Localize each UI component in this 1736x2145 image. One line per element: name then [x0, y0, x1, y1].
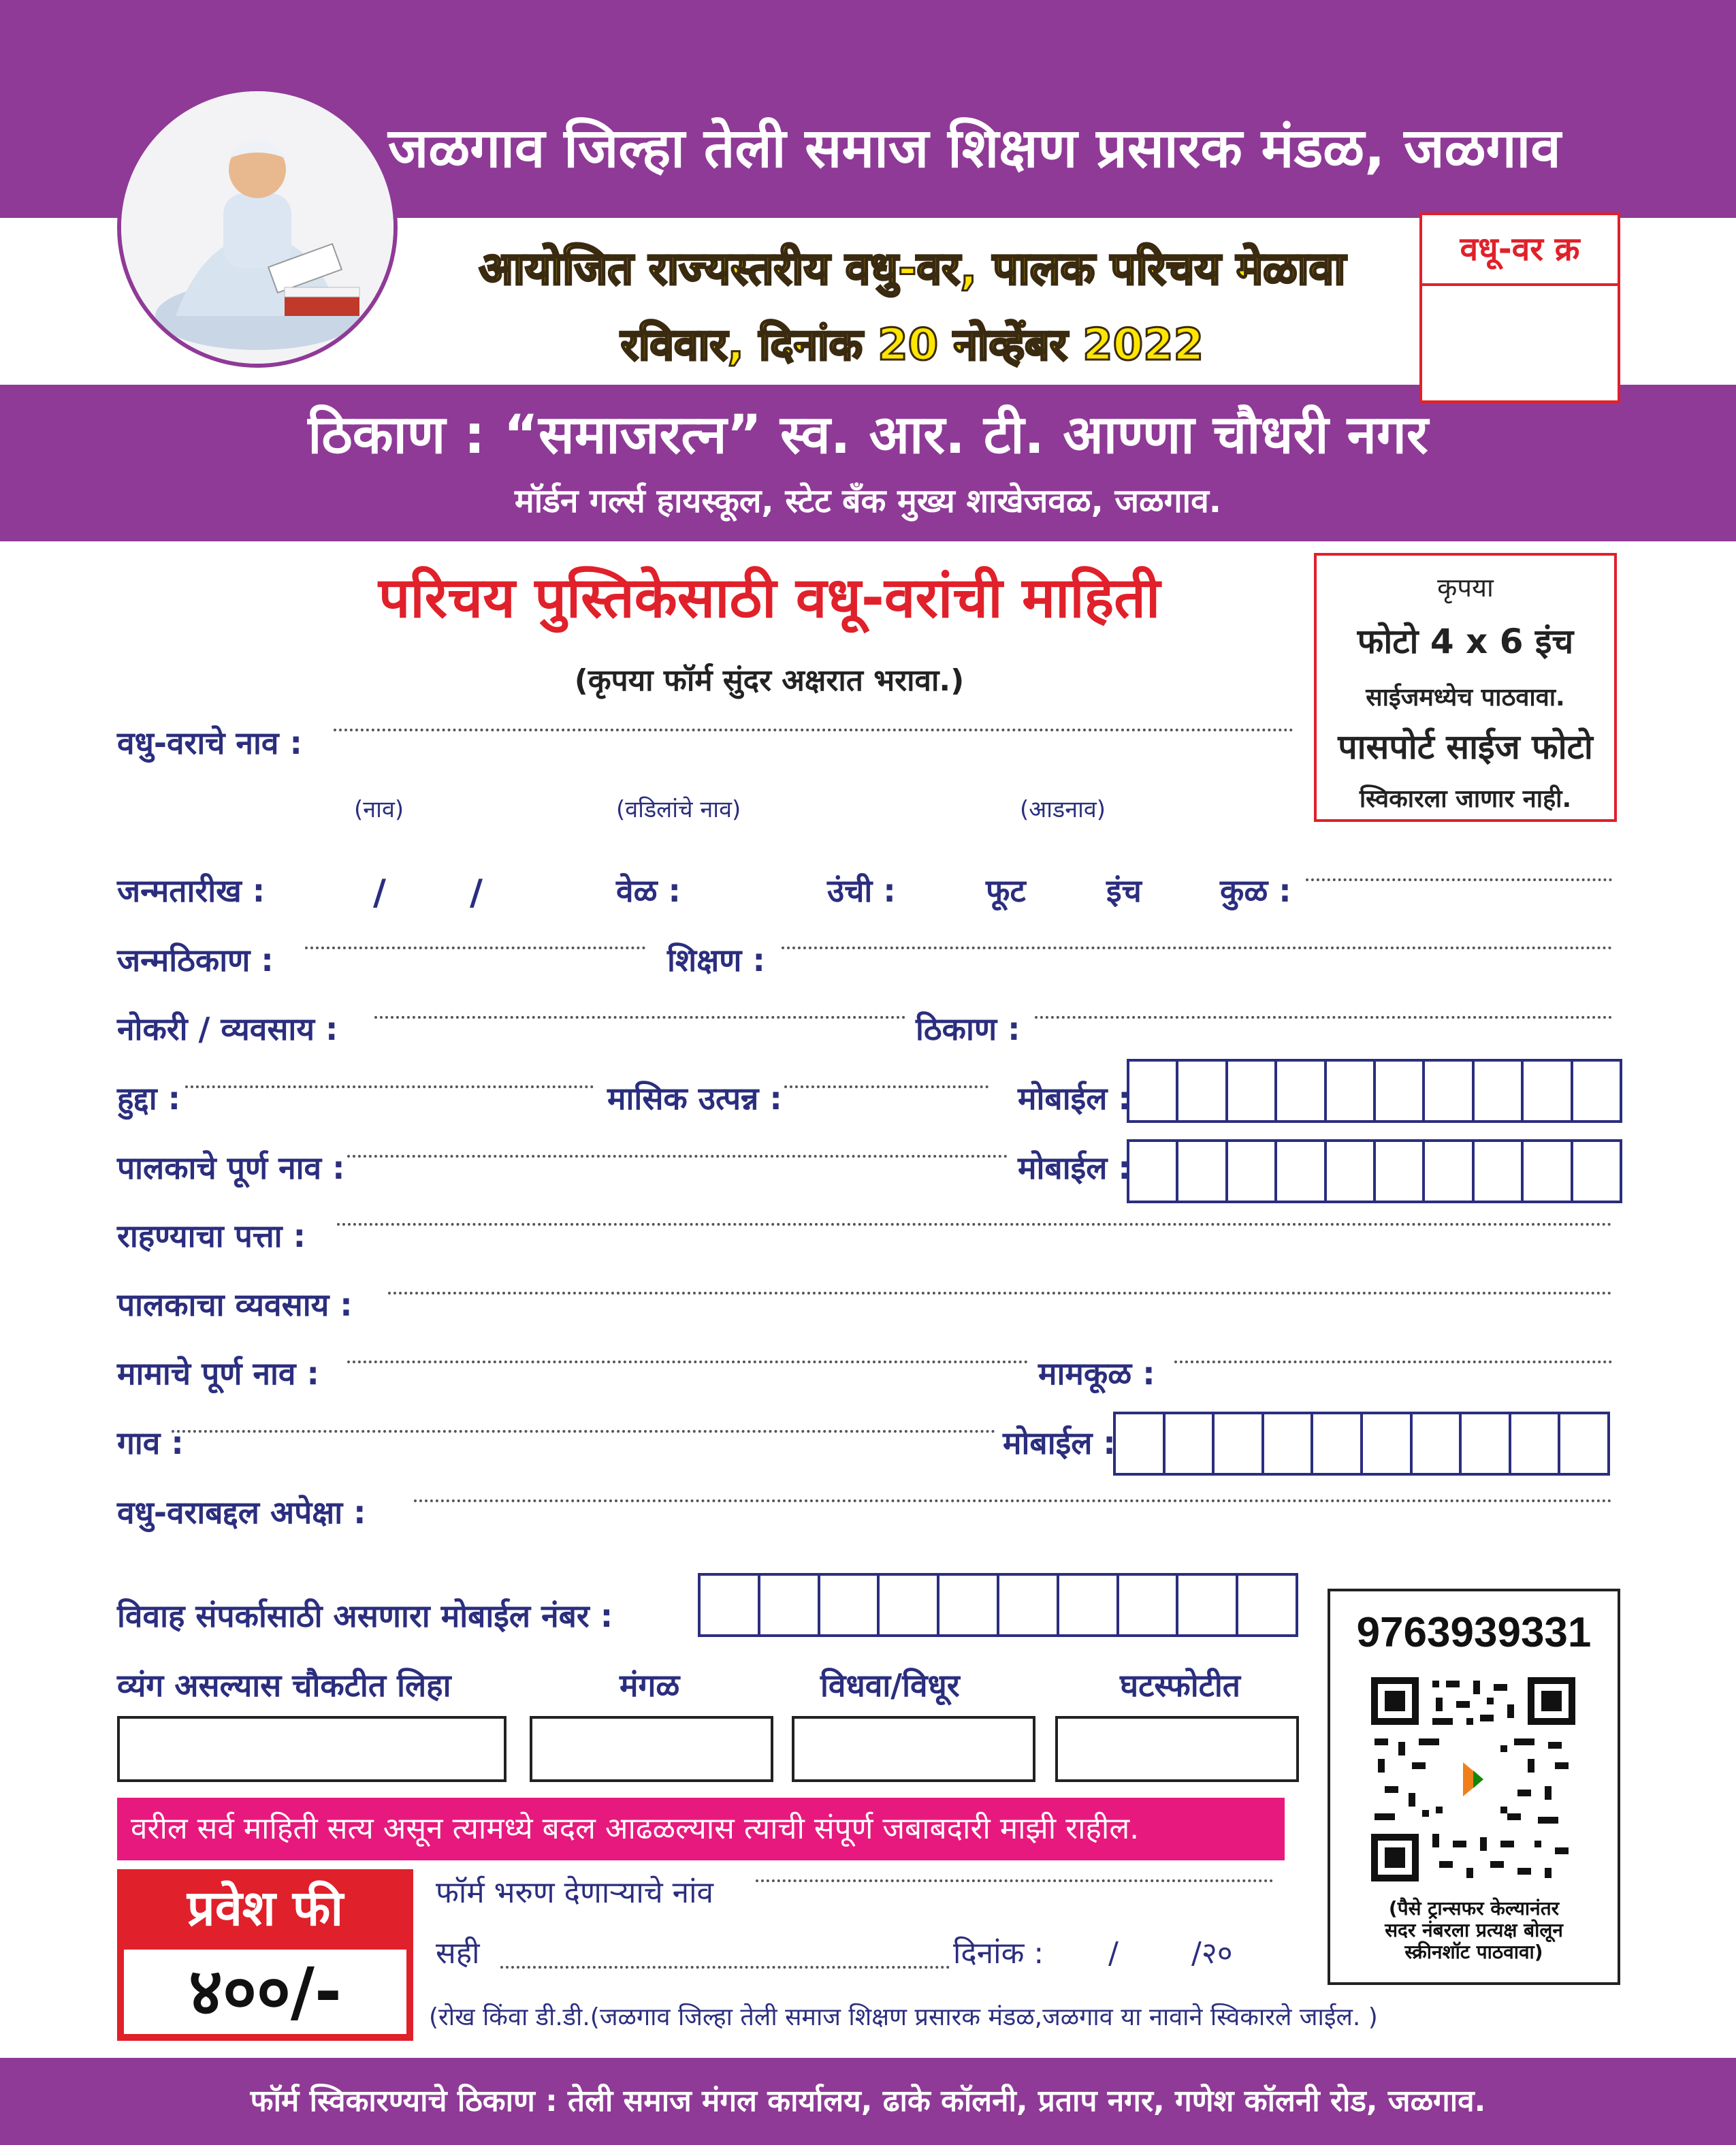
- expectation-field[interactable]: [414, 1499, 1612, 1502]
- digit-cell[interactable]: [1475, 1062, 1524, 1120]
- photo-note-line4: पासपोर्ट साईज फोटो: [1338, 727, 1593, 767]
- village-label: गाव :: [117, 1425, 184, 1461]
- digit-cell[interactable]: [1166, 1414, 1215, 1473]
- serial-number-box[interactable]: [1419, 212, 1620, 403]
- name-sub-surname: (आडनाव): [1020, 796, 1106, 823]
- venue-prefix: ठिकाण :: [308, 404, 504, 466]
- clan-field[interactable]: [1306, 878, 1612, 881]
- digit-cell[interactable]: [1413, 1414, 1462, 1473]
- contact-mobile-label: विवाह संपर्कासाठी असणारा मोबाईल नंबर :: [117, 1598, 613, 1634]
- digit-cell[interactable]: [1178, 1142, 1227, 1201]
- digit-cell[interactable]: [1327, 1062, 1376, 1120]
- digit-cell[interactable]: [1178, 1576, 1238, 1634]
- mobile-input-2[interactable]: [1127, 1139, 1622, 1203]
- digit-cell[interactable]: [760, 1576, 820, 1634]
- digit-cell[interactable]: [1425, 1062, 1474, 1120]
- job-field[interactable]: [374, 1016, 905, 1019]
- digit-cell[interactable]: [1475, 1142, 1524, 1201]
- payment-note: [1330, 1898, 1618, 1964]
- digit-cell[interactable]: [1376, 1142, 1425, 1201]
- digit-cell[interactable]: [1116, 1414, 1166, 1473]
- digit-cell[interactable]: [1363, 1414, 1413, 1473]
- name-field[interactable]: [334, 729, 1293, 731]
- expectation-label: वधु-वराबद्दल अपेक्षा :: [117, 1494, 366, 1531]
- digit-cell[interactable]: [1129, 1142, 1178, 1201]
- digit-cell[interactable]: [880, 1576, 939, 1634]
- uncle-clan-label: मामकूळ :: [1038, 1355, 1155, 1392]
- declaration-band: [117, 1798, 1285, 1860]
- digit-cell[interactable]: [701, 1576, 760, 1634]
- form-subtitle: (कृपया फॉर्म सुंदर अक्षरात भरावा.): [574, 663, 965, 698]
- disability-box[interactable]: [117, 1716, 507, 1782]
- date-slash: /: [1108, 1936, 1119, 1971]
- photo-note-line3: साईजमध्येच पाठवावा.: [1366, 684, 1565, 712]
- birthplace-label: जन्मठिकाण :: [117, 942, 274, 979]
- dob-slash-1: /: [373, 872, 386, 913]
- name-label: वधु-वराचे नाव :: [117, 725, 302, 761]
- digit-cell[interactable]: [1264, 1414, 1314, 1473]
- digit-cell[interactable]: [1178, 1062, 1227, 1120]
- digit-cell[interactable]: [1573, 1142, 1620, 1201]
- disability-label: व्यंग असल्यास चौकटीत लिहा: [117, 1667, 451, 1704]
- widow-box[interactable]: [792, 1716, 1035, 1782]
- footer-text: फॉर्म स्विकारण्याचे ठिकाण : तेली समाज मंगल कार्यालय, ढाके कॉलनी, प्रताप नगर, गणेश कॉलनी रोड, जळगाव.: [250, 2084, 1486, 2118]
- inch-label: इंच: [1106, 872, 1142, 909]
- venue-quoted: “समाजरत्न”: [503, 404, 762, 466]
- uncle-name-field[interactable]: [347, 1361, 1028, 1363]
- org-title: जळगाव जिल्हा तेली समाज शिक्षण प्रसारक मंडळ, जळगाव: [388, 116, 1561, 180]
- mobile-input-1[interactable]: [1127, 1059, 1622, 1123]
- name-sub-father: (वडिलांचे नाव): [616, 796, 741, 823]
- payment-note-line1: (पैसे ट्रान्सफर केल्यानंतर: [1388, 1897, 1560, 1920]
- digit-cell[interactable]: [820, 1576, 880, 1634]
- venue-subline: मॉर्डन गर्ल्स हायस्कूल, स्टेट बँक मुख्य शाखेजवळ, जळगाव.: [515, 482, 1221, 520]
- parent-name-label: पालकाचे पूर्ण नाव :: [117, 1149, 345, 1186]
- digit-cell[interactable]: [939, 1576, 999, 1634]
- birth-time-label: वेळ :: [616, 872, 681, 909]
- sign-label: सही: [436, 1936, 480, 1971]
- income-field[interactable]: [784, 1085, 988, 1088]
- entry-fee-label: प्रवेश फी: [187, 1879, 344, 1937]
- photo-instruction-box: [1314, 553, 1617, 822]
- digit-cell[interactable]: [1277, 1142, 1326, 1201]
- qr-code-icon: [1371, 1677, 1575, 1881]
- date-label: दिनांक :: [953, 1936, 1044, 1971]
- payment-note-line2: सदर नंबरला प्रत्यक्ष बोलून: [1385, 1919, 1563, 1942]
- filler-name-field[interactable]: [756, 1879, 1273, 1882]
- mobile-label-1: मोबाईल :: [1018, 1080, 1131, 1117]
- digit-cell[interactable]: [1277, 1062, 1326, 1120]
- digit-cell[interactable]: [1119, 1576, 1179, 1634]
- parent-job-label: पालकाचा व्यवसाय :: [117, 1286, 353, 1323]
- filler-name-label: फॉर्म भरुण देणाऱ्याचे नांव: [436, 1875, 713, 1910]
- digit-cell[interactable]: [1129, 1062, 1178, 1120]
- uncle-clan-field[interactable]: [1174, 1361, 1612, 1363]
- clan-label: कुळ :: [1220, 872, 1291, 909]
- photo-note-line2: फोटो 4 x 6 इंच: [1357, 622, 1574, 661]
- contact-mobile-input[interactable]: [698, 1573, 1298, 1637]
- mangal-box[interactable]: [530, 1716, 773, 1782]
- digit-cell[interactable]: [1313, 1414, 1363, 1473]
- education-label: शिक्षण :: [667, 942, 765, 979]
- entry-fee-box: [117, 1869, 413, 2041]
- payment-mode-note: (रोख किंवा डी.डी.(जळगाव जिल्हा तेली समाज शिक्षण प्रसारक मंडळ,जळगाव या नावाने स्विकारले जाईल. ): [429, 2003, 1378, 2031]
- digit-cell[interactable]: [1228, 1062, 1277, 1120]
- widow-label: विधवा/विधूर: [820, 1667, 960, 1704]
- digit-cell[interactable]: [1573, 1062, 1620, 1120]
- digit-cell[interactable]: [1511, 1414, 1561, 1473]
- mobile-label-3: मोबाईल :: [1003, 1425, 1116, 1461]
- name-sub-first: (नाव): [354, 796, 404, 823]
- event-date: रविवार, दिनांक 20 नोव्हेंबर 2022: [620, 320, 1204, 370]
- serial-number-label: वधू-वर क्र: [1422, 215, 1618, 286]
- dob-slash-2: /: [470, 872, 483, 913]
- digit-cell[interactable]: [1327, 1142, 1376, 1201]
- birthplace-field[interactable]: [305, 947, 645, 949]
- photo-note-line1: कृपया: [1437, 573, 1494, 603]
- declaration-text: वरील सर्व माहिती सत्य असून त्यामध्ये बदल आढळल्यास त्याची संपूर्ण जबाबदारी माझी राहील.: [131, 1811, 1140, 1846]
- digit-cell[interactable]: [1238, 1576, 1296, 1634]
- venue-name: स्व. आर. टी. आण्णा चौधरी नगर: [761, 404, 1428, 466]
- digit-cell[interactable]: [1560, 1414, 1607, 1473]
- job-place-field[interactable]: [1035, 1016, 1612, 1019]
- digit-cell[interactable]: [1376, 1062, 1425, 1120]
- post-field[interactable]: [185, 1085, 594, 1088]
- venue-line: [0, 404, 1736, 466]
- event-line: आयोजित राज्यस्तरीय वधु-वर, पालक परिचय मेळावा: [479, 242, 1346, 295]
- mobile-label-2: मोबाईल :: [1018, 1149, 1131, 1186]
- income-label: मासिक उत्पन्न :: [607, 1080, 782, 1117]
- payment-note-line3: स्क्रीनशॉट पाठवावा): [1404, 1941, 1543, 1964]
- mobile-input-3[interactable]: [1113, 1412, 1610, 1476]
- uncle-name-label: मामाचे पूर्ण नाव :: [117, 1355, 319, 1392]
- dob-label: जन्मतारीख :: [117, 872, 266, 909]
- digit-cell[interactable]: [999, 1576, 1059, 1634]
- post-label: हुद्दा :: [117, 1080, 181, 1117]
- address-field[interactable]: [337, 1223, 1612, 1226]
- digit-cell[interactable]: [1215, 1414, 1264, 1473]
- date-year: /२०: [1191, 1936, 1233, 1971]
- job-place-label: ठिकाण :: [916, 1011, 1020, 1047]
- divorce-label: घटस्फोटीत: [1120, 1667, 1240, 1704]
- footer-band: [0, 2058, 1736, 2145]
- education-field[interactable]: [782, 947, 1612, 949]
- feet-label: फूट: [986, 872, 1026, 909]
- digit-cell[interactable]: [1425, 1142, 1474, 1201]
- sign-field[interactable]: [500, 1966, 950, 1969]
- height-label: उंची :: [827, 872, 896, 909]
- digit-cell[interactable]: [1059, 1576, 1119, 1634]
- digit-cell[interactable]: [1462, 1414, 1511, 1473]
- payment-qr-box: [1328, 1589, 1620, 1985]
- digit-cell[interactable]: [1524, 1142, 1573, 1201]
- address-label: राहण्याचा पत्ता :: [117, 1218, 306, 1254]
- photo-note-line5: स्विकारला जाणार नाही.: [1359, 785, 1572, 813]
- mangal-label: मंगळ: [620, 1667, 680, 1704]
- job-label: नोकरी / व्यवसाय :: [117, 1011, 338, 1047]
- parent-job-field[interactable]: [388, 1292, 1612, 1294]
- digit-cell[interactable]: [1228, 1142, 1277, 1201]
- parent-name-field[interactable]: [347, 1155, 1008, 1158]
- divorce-box[interactable]: [1055, 1716, 1299, 1782]
- saint-portrait: [117, 87, 398, 368]
- entry-fee-amount: ४००/-: [124, 1950, 406, 2034]
- digit-cell[interactable]: [1524, 1062, 1573, 1120]
- form-title: परिचय पुस्तिकेसाठी वधू-वरांची माहिती: [378, 566, 1161, 631]
- payment-phone: 9763939331: [1356, 1609, 1592, 1656]
- village-field[interactable]: [172, 1430, 995, 1433]
